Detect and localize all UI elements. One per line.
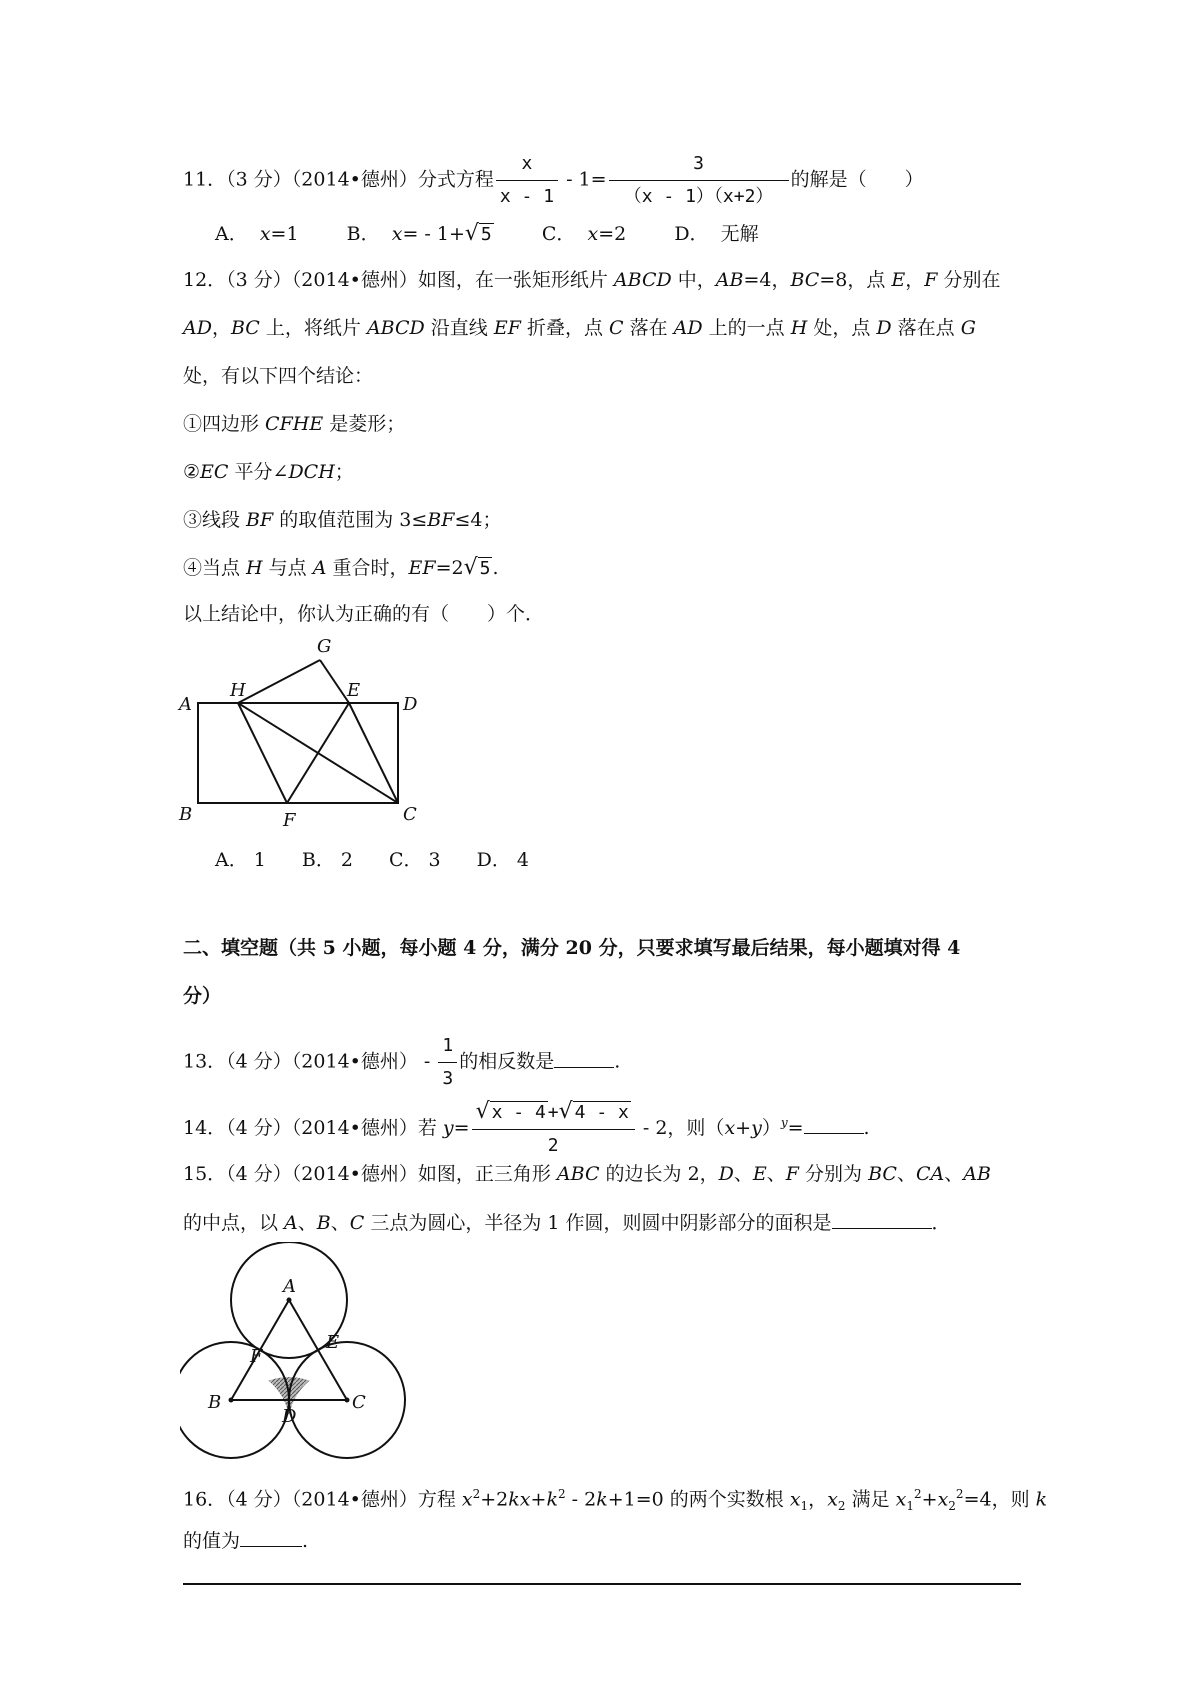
label-b: B <box>208 1392 222 1413</box>
label-a: A <box>283 1276 296 1297</box>
segment-ge <box>320 660 349 703</box>
three-circles-figure <box>180 1242 430 1472</box>
label-c: C <box>403 804 417 825</box>
label-f: F <box>250 1346 263 1367</box>
fraction-one-third: $\frac{1}{3}$ <box>438 1032 457 1093</box>
question-11-options: A． x=1 B． x= - 1+√ 5 C． x=2 D． 无解 <box>215 220 759 249</box>
label-e: E <box>326 1332 340 1353</box>
answer-blank-13[interactable] <box>554 1047 614 1068</box>
label-d: D <box>403 694 418 715</box>
rectangle-fold-figure <box>175 630 435 830</box>
segment-hg <box>238 660 320 703</box>
conclusion-3: ③线段 BF 的取值范围为 3≤BF≤4； <box>183 509 502 531</box>
label-d: D <box>282 1406 297 1427</box>
label-a: A <box>179 694 192 715</box>
label-g: G <box>317 636 332 657</box>
question-12-line-1: 12．（3 分）（2014•德州）如图，在一张矩形纸片 ABCD 中，AB=4，BC=8，点 E，F 分别在 <box>183 269 1001 291</box>
question-12-line-2: AD，BC 上，将纸片 ABCD 沿直线 EF 折叠，点 C 落在 AD 上的一点 H 处，点 D 落在点 G <box>183 317 976 339</box>
answer-blank-16[interactable] <box>240 1526 302 1547</box>
fraction-x-over-x-minus-1: $\frac{x}{x - 1}$ <box>496 150 558 211</box>
answer-blank-15[interactable] <box>832 1208 932 1229</box>
label-h: H <box>230 680 246 701</box>
answer-blank-14[interactable] <box>804 1113 864 1134</box>
question-16-line-1: 16．（4 分）（2014•德州）方程 $x^2+2kx+k^2 - 2k+1=0$ 的两个实数根 $x_1$，$x_2$ 满足 $x_1^2+x_2^2=4$，则 k <box>183 1487 1048 1514</box>
label-c: C <box>352 1392 366 1413</box>
fraction-sqrt-sum-over-2: $\frac{√ x - 4 +√ 4 - x}{2}$ <box>472 1098 635 1160</box>
section-2-heading-line-2: 分） <box>183 985 222 1007</box>
center-a <box>287 1298 292 1303</box>
question-16-line-2: 的值为 . <box>183 1526 308 1555</box>
label-f: F <box>283 810 296 830</box>
footer-rule <box>183 1583 1021 1585</box>
question-15-line-1: 15．（4 分）（2014•德州）如图，正三角形 ABC 的边长为 2，D、E、F 分别为 BC、CA、AB <box>183 1163 991 1185</box>
label-b: B <box>179 804 193 825</box>
center-c <box>345 1398 350 1403</box>
sqrt-5: √ 5 <box>464 221 492 246</box>
label-e: E <box>347 680 361 701</box>
question-12-options: A． 1 B． 2 C． 3 D． 4 <box>215 849 529 871</box>
segment-ef <box>287 703 349 803</box>
center-b <box>229 1398 234 1403</box>
conclusion-4: ④当点 H 与点 A 重合时，EF=2√ 5 . <box>183 554 499 583</box>
question-15-line-2: 的中点，以 A、B、C 三点为圆心，半径为 1 作圆，则圆中阴影部分的面积是 ． <box>183 1208 951 1237</box>
conclusion-1: ①四边形 CFHE 是菱形； <box>183 413 406 435</box>
question-14: 14．（4 分）（2014•德州）若 y= $\frac{√ x - 4 +√ 4 - x}{2}$ - 2，则$(x+y)^y=$ . <box>183 1098 870 1160</box>
rectangle-abcd <box>198 703 398 803</box>
sqrt-5-b: √ 5 <box>463 555 491 580</box>
question-12-line-3: 处，有以下四个结论： <box>183 365 374 387</box>
question-12-ask: 以上结论中，你认为正确的有（ ）个． <box>183 603 545 625</box>
conclusion-2: ②EC 平分∠DCH； <box>183 461 354 483</box>
fraction-3-over-product: $\frac{3}{(x - 1)(x+2)}$ <box>609 150 789 211</box>
section-2-heading-line-1: 二、填空题（共 5 小题，每小题 4 分，满分 20 分，只要求填写最后结果，每小题填对得 4 <box>183 937 961 959</box>
question-11: 11．（3 分）（2014•德州）分式方程 $\frac{x}{x - 1}$ - 1= $\frac{3}{(x - 1)(x+2)}$ 的解是（ ） <box>183 150 924 211</box>
question-13: 13．（4 分）（2014•德州） - $\frac{1}{3}$ 的相反数是 . <box>183 1032 620 1093</box>
